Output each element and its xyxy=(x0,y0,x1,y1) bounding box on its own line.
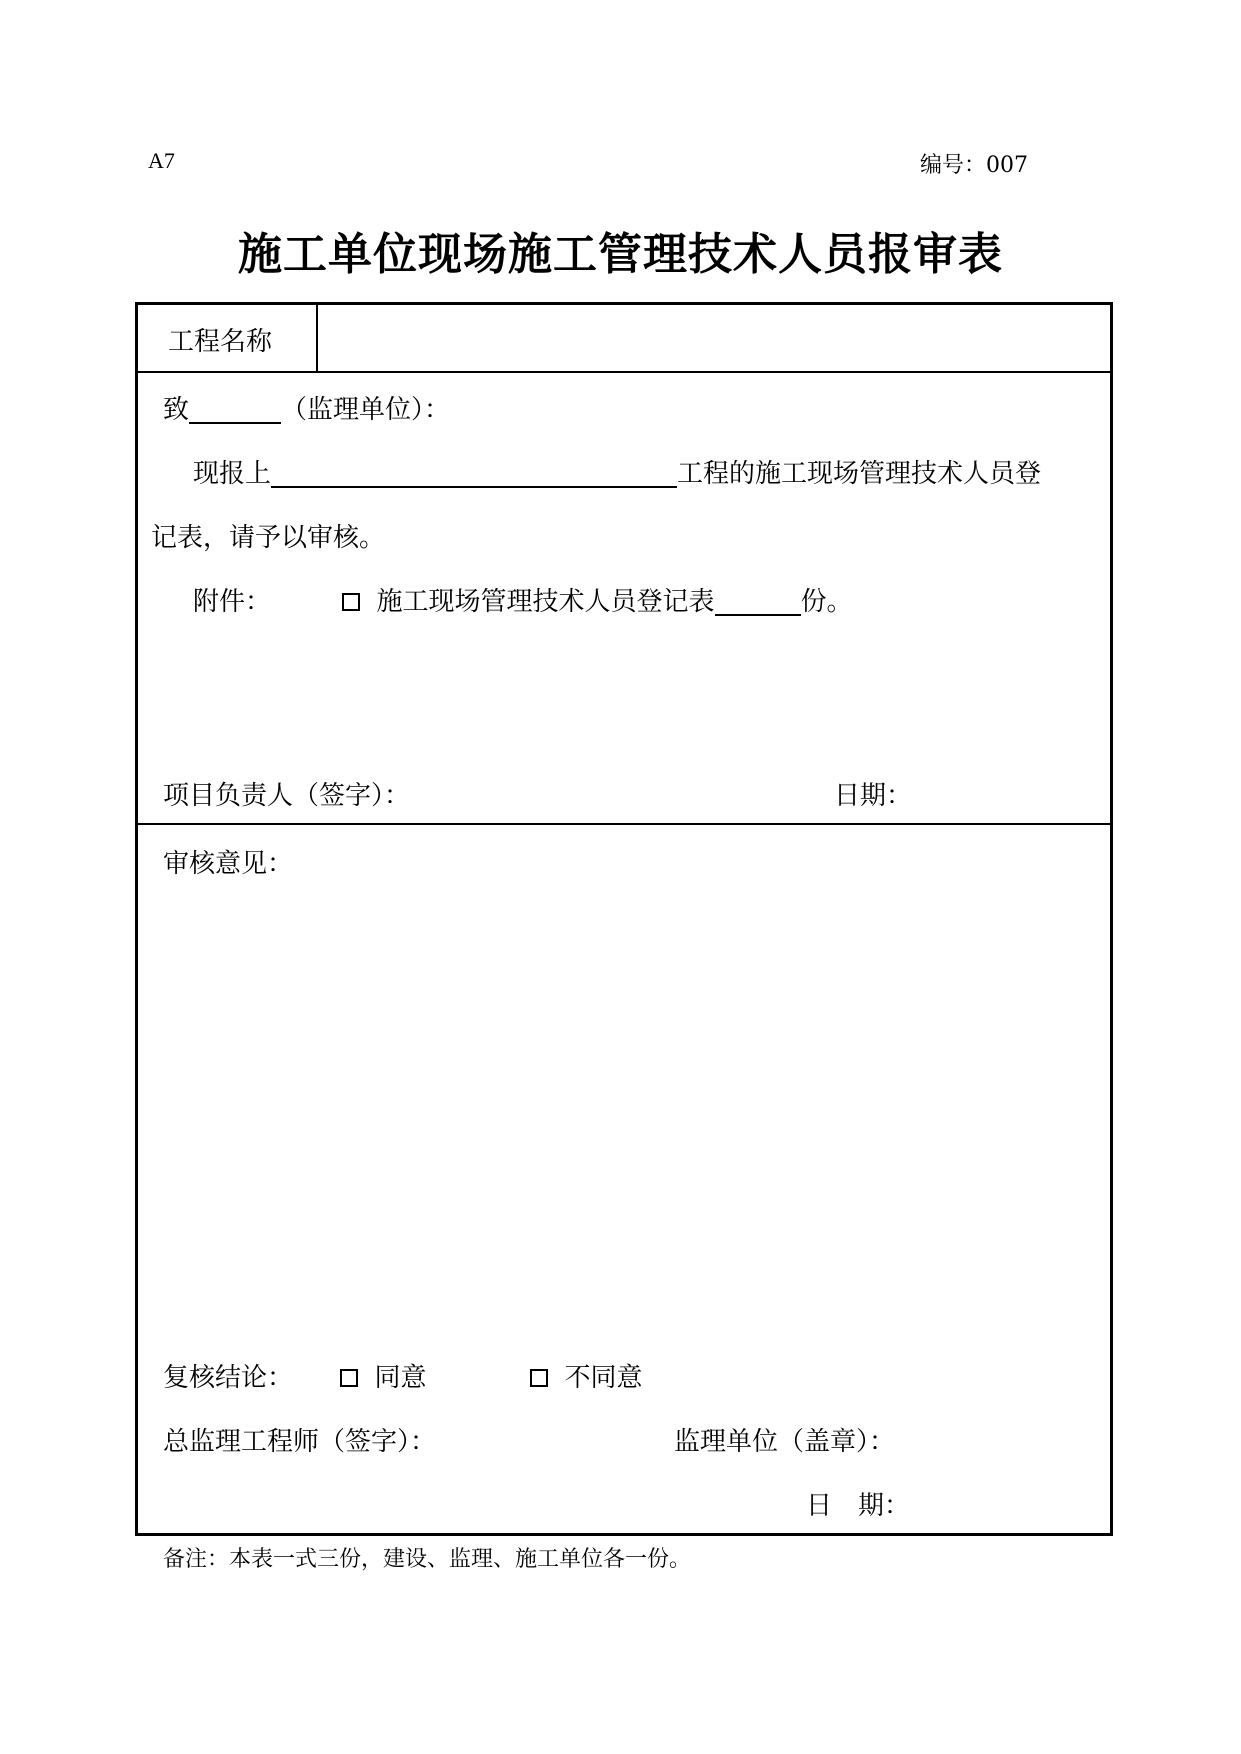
copies-blank[interactable] xyxy=(715,588,801,616)
form-code: A7 xyxy=(148,148,175,173)
review-opinion-label: 审核意见： xyxy=(163,849,294,879)
project-manager-signature: 项目负责人（签字）： xyxy=(163,781,411,811)
disagree-option[interactable] xyxy=(530,1357,643,1394)
report-line-2: 记表，请予以审核。 xyxy=(151,523,386,553)
project-blank[interactable] xyxy=(271,460,677,488)
form-table xyxy=(135,302,1113,1536)
report-suffix: 工程的施工现场管理技术人员登 xyxy=(677,459,1042,489)
agree-checkbox[interactable] xyxy=(340,1369,358,1387)
serial-number: 编号：007 xyxy=(920,153,1028,178)
supervision-unit-blank[interactable] xyxy=(189,396,281,424)
attachment-checkbox[interactable] xyxy=(342,593,360,611)
agree-option[interactable] xyxy=(340,1357,427,1394)
review-conclusion-label: 复核结论： xyxy=(163,1363,294,1393)
to-suffix: （监理单位）： xyxy=(281,395,451,425)
disagree-checkbox[interactable] xyxy=(530,1369,548,1387)
attachment-label: 附件： xyxy=(193,587,272,617)
attachment-unit: 份。 xyxy=(800,587,853,617)
attachment-item: 施工现场管理技术人员登记表 xyxy=(376,587,715,617)
supervisor-seal: 监理单位（盖章）： xyxy=(674,1427,896,1457)
row-divider-review xyxy=(138,823,1113,825)
report-line xyxy=(193,453,1041,490)
form-title: 施工单位现场施工管理技术人员报审表 xyxy=(238,229,1003,280)
row-divider-project xyxy=(138,371,1113,373)
chief-engineer-signature: 总监理工程师（签字）： xyxy=(163,1427,437,1457)
report-prefix: 现报上 xyxy=(193,459,272,489)
project-name-label: 工程名称 xyxy=(168,327,273,357)
submission-date: 日期： xyxy=(834,781,913,811)
to-prefix: 致 xyxy=(163,395,190,425)
addressee-line xyxy=(163,389,450,426)
disagree-label: 不同意 xyxy=(564,1363,643,1393)
footer-note: 备注：本表一式三份，建设、监理、施工单位各一份。 xyxy=(163,1547,692,1572)
agree-label: 同意 xyxy=(374,1363,427,1393)
review-date: 日 期： xyxy=(806,1491,911,1521)
project-cell-divider xyxy=(316,305,318,371)
attachment-line xyxy=(342,581,853,618)
